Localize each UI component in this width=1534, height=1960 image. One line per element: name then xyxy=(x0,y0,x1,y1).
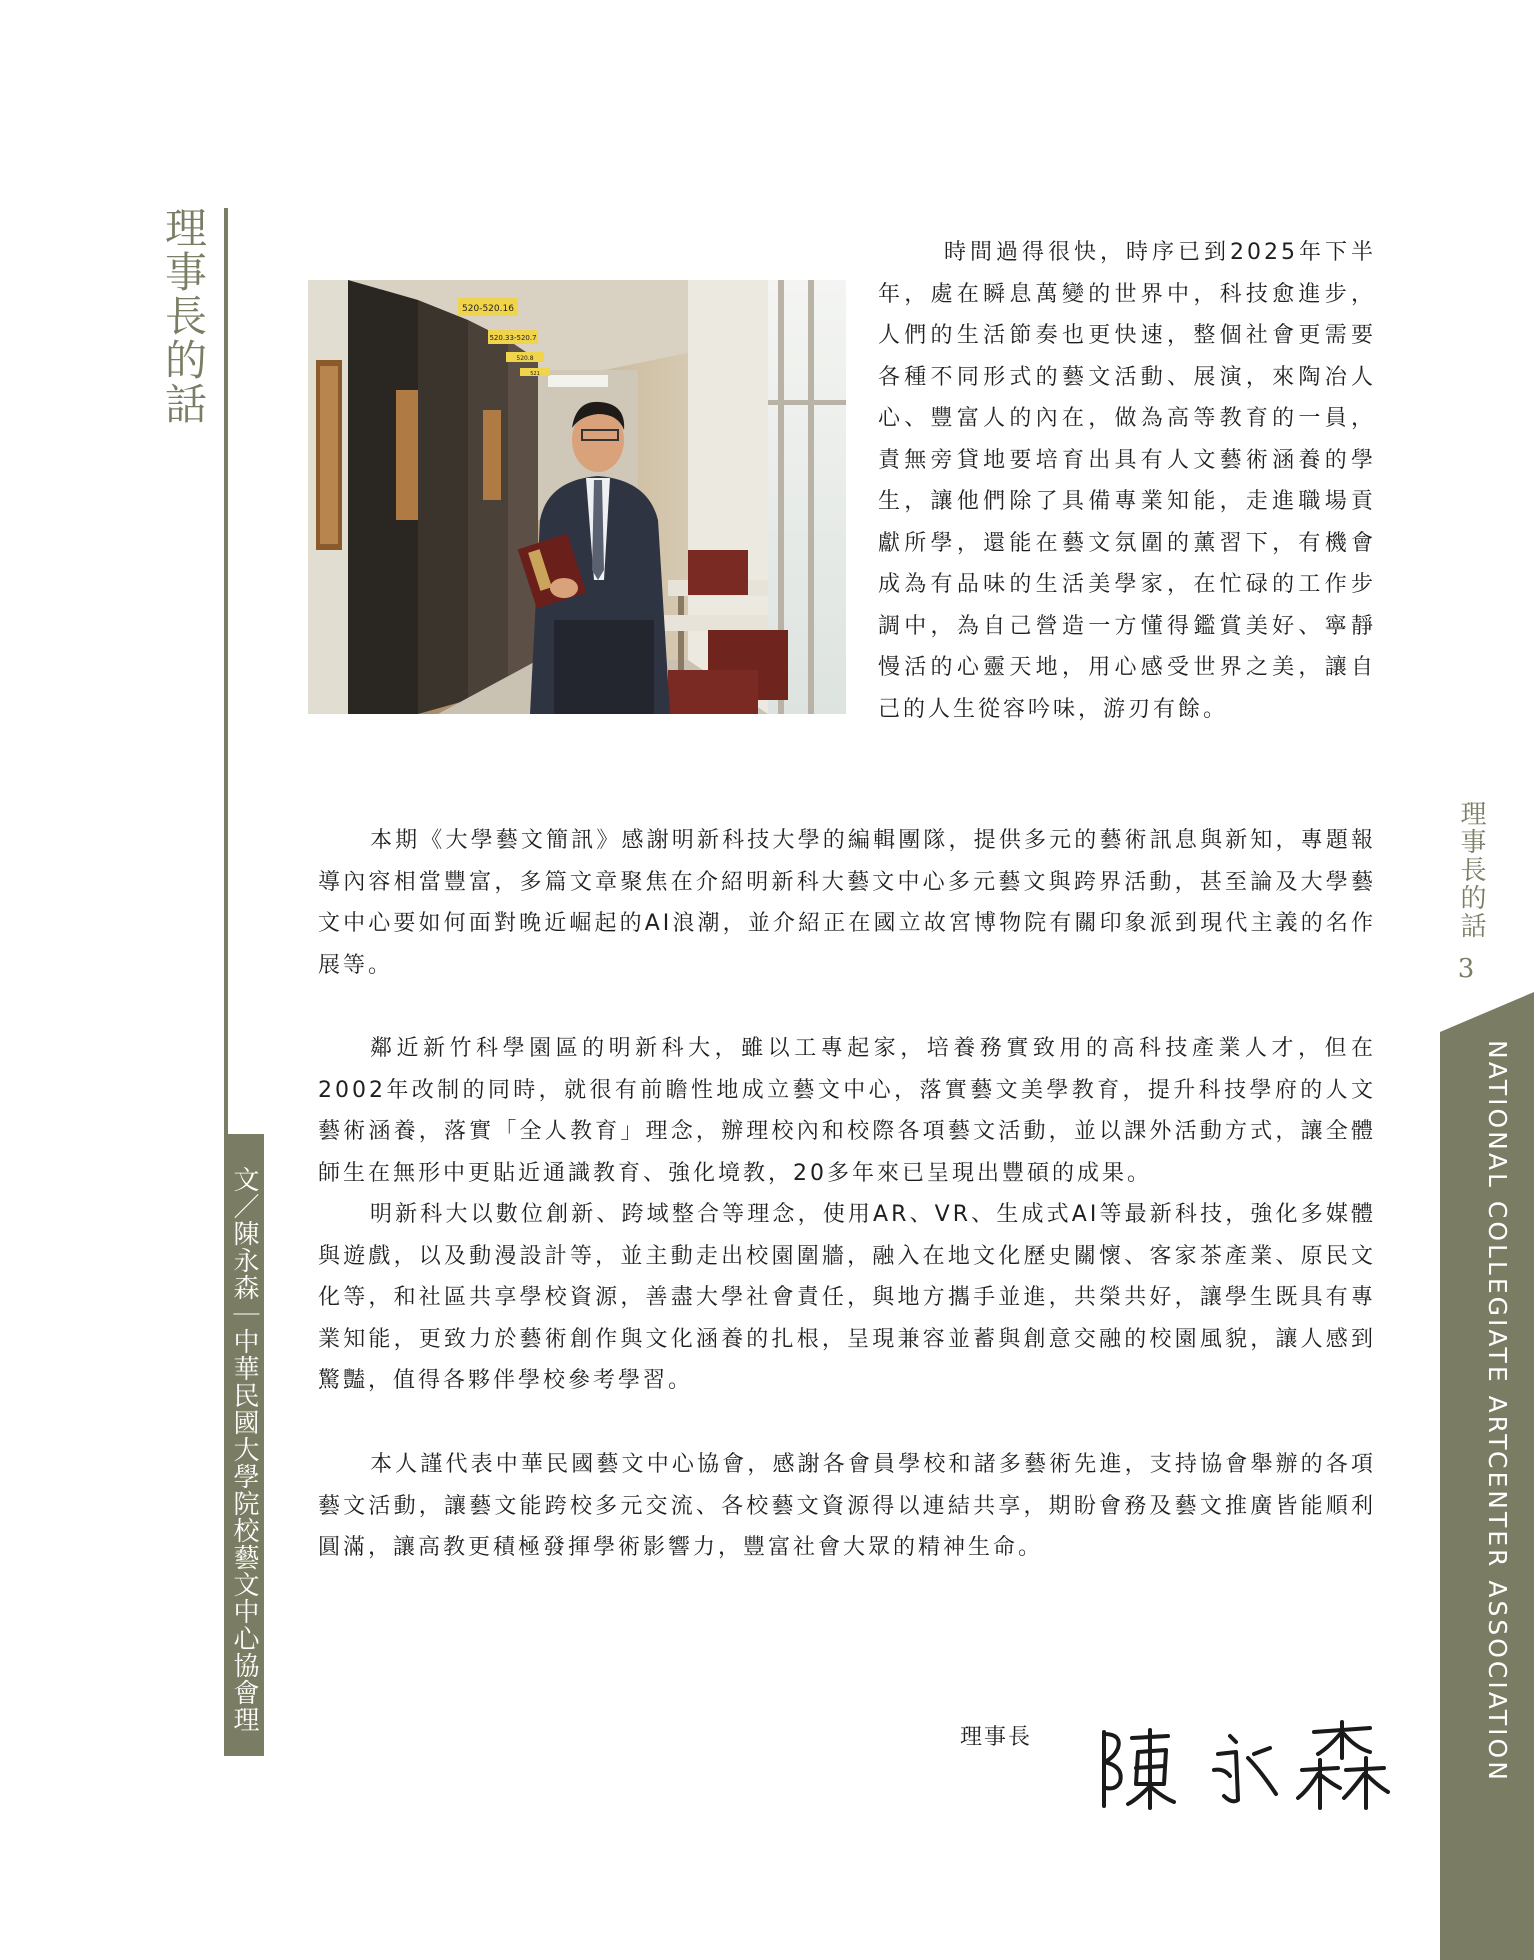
shelf-label: 521 xyxy=(530,371,540,377)
author-credit: 文／陳永森｜中華民國大學院校藝文中心協會理事長 xyxy=(189,1166,259,1733)
body-paragraph-3: 明新科大以數位創新、跨域整合等理念，使用AR、VR、生成式AI等最新科技，強化多媒體與遊戲，以及動漫設計等，並主動走出校園圍牆，融入在地文化歷史關懷、客家茶產業、原民文化等，和社區共享學校資源，善盡大學社會責任，與地方攜手並進，共榮共好，讓學生既具有專業知能，更致力於藝術創作與文化涵養的扎根，呈現兼容並蓄與創意交融的校園風貌，讓人感到驚豔，值得各夥伴學校參考學習。 xyxy=(318,1202,1376,1393)
body-paragraph-4: 本人謹代表中華民國藝文中心協會，感謝各會員學校和諸多藝術先進，支持協會舉辦的各項藝文活動，讓藝文能跨校多元交流、各校藝文資源得以連結共享，期盼會務及藝文推廣皆能順利圓滿，讓高教更積極發揮學術影響力，豐富社會大眾的精神生命。 xyxy=(318,1452,1376,1560)
body-paragraph-2: 鄰近新竹科學園區的明新科大，雖以工專起家，培養務實致用的高科技產業人才，但在2002年改制的同時，就很有前瞻性地成立藝文中心，落實藝文美學教育，提升科技學府的人文藝術涵養，落實「全人教育」理念，辦理校內和校際各項藝文活動，並以課外活動方式，讓全體師生在無形中更貼近通識教育、強化境教，20多年來已呈現出豐碩的成果。 xyxy=(318,1036,1376,1186)
signature-title: 理事長 xyxy=(960,1725,1033,1750)
shelf-label: 520-520.16 xyxy=(462,304,514,314)
page-title: 理事長的話 xyxy=(159,206,208,426)
chairman-photo xyxy=(308,280,846,714)
shelf-label: 520.8 xyxy=(516,355,534,362)
body-paragraph-1: 本期《大學藝文簡訊》感謝明新科技大學的編輯團隊，提供多元的藝術訊息與新知，專題報導內容相當豐富，多篇文章聚焦在介紹明新科大藝文中心多元藝文與跨界活動，甚至論及大學藝文中心要如何面對晚近崛起的AI浪潮，並介紹正在國立故宮博物院有關印象派到現代主義的名作展等。 xyxy=(318,828,1376,978)
handwritten-signature xyxy=(1090,1718,1390,1814)
page-number: 3 xyxy=(1457,954,1475,984)
association-name: NATIONAL COLLEGIATE ARTCENTER ASSOCIATION xyxy=(1483,1040,1512,1783)
intro-paragraph: 時間過得很快，時序已到2025年下半年，處在瞬息萬變的世界中，科技愈進步，人們的生活節奏也更快速，整個社會更需要各種不同形式的藝文活動、展演，來陶冶人心、豐富人的內在，做為高等教育的一員，責無旁貸地要培育出具有人文藝術涵養的學生，讓他們除了具備專業知能，走進職場貢獻所學，還能在藝文氛圍的薰習下，有機會成為有品味的生活美學家，在忙碌的工作步調中，為自己營造一方懂得鑑賞美好、寧靜慢活的心靈天地，用心感受世界之美，讓自己的人生從容吟味，游刃有餘。 xyxy=(878,240,1376,722)
shelf-label: 520.33-520.7 xyxy=(489,334,537,342)
page-section-tab: 理事長的話 xyxy=(1456,800,1486,940)
